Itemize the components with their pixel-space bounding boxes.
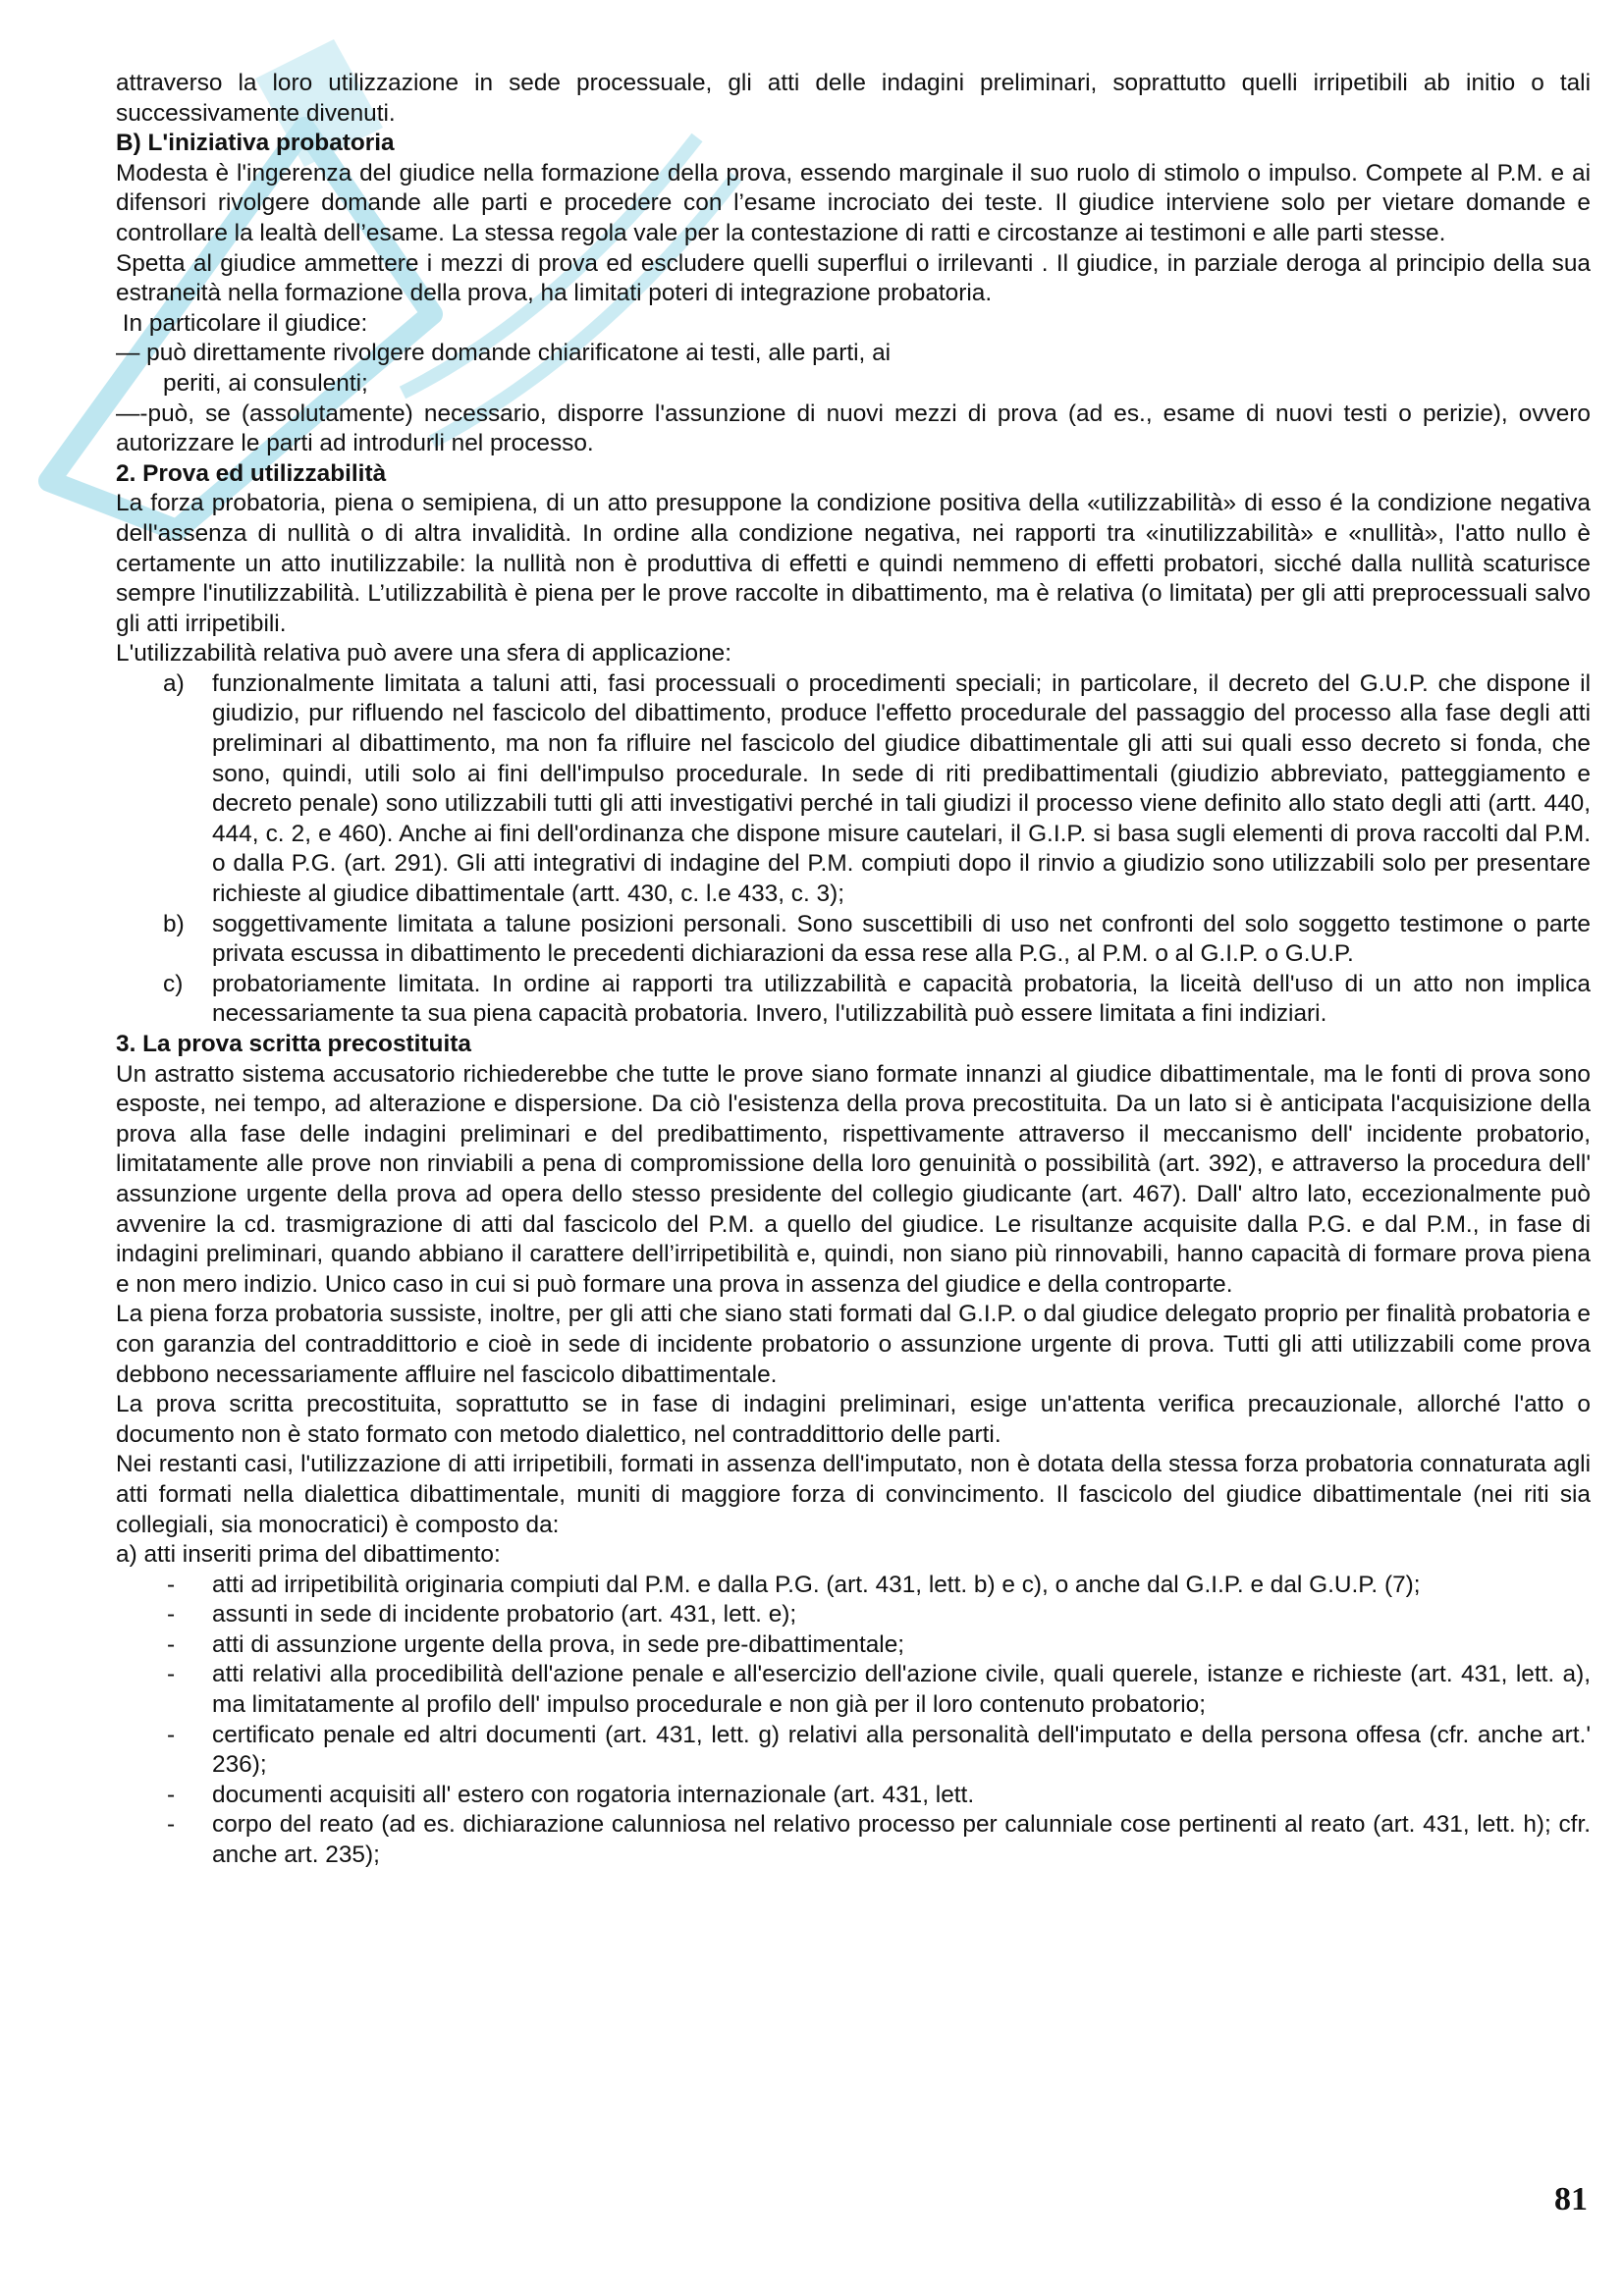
paragraph: Modesta è l'ingerenza del giudice nella formazione della prova, essendo marginale il suo ruolo di stimolo o impulso. Compete al P.M. e ai difensori rivolgere domande alle parti e procedere con l’esame incrociato dei teste. Il giudice interviene solo per vietare domande e controllare la lealtà dell’esame. La stessa regola vale per la contestazione di ratti e circostanze ai testimoni e alle parti stesse.	[116, 159, 1591, 246]
paragraph: La forza probatoria, piena o semipiena, di un atto presuppone la condizione positiva della «utilizzabilità» di esso é la condizione negativa dell'assenza di nullità o di altra invalidità. In ordine alla condizione negativa, nei rapporti tra «inutilizzabilità» e «nullità», l'atto nullo è certamente un atto inutilizzabile: la nullità non è produttiva di effetti e quindi nemmeno di effetti probatori, sicché dalla nullità scaturisce sempre l'inutilizzabilità. L’utilizzabilità è piena per le prove raccolte in dibattimento, ma è relativa (o limitata) per gli atti preprocessuali salvo gli atti irripetibili.	[116, 490, 1591, 637]
utilizzabilita-list	[116, 669, 1591, 1030]
list-item	[116, 1721, 1591, 1781]
list-label: b)	[163, 910, 185, 937]
list-item	[116, 1781, 1591, 1811]
list-text: funzionalmente limitata a taluni atti, fasi processuali o procedimenti speciali; in particolare, il decreto del G.U.P. che dispone il giudizio, pur rifluendo nel fascicolo del dibattimento, produce l'effetto procedurale del passaggio del processo alla fase degli atti preliminari al dibattimento, ma non fa rifluire nel fascicolo del giudice dibattimentale gli atti sui quali esso decreto si fonda, che sono, quindi, utili solo ai fini dell'impulso procedurale. In sede di riti predibattimentali (giudizio abbreviato, patteggiamento e decreto penale) sono utilizzabili tutti gli atti investigativi perché in tali giudizi il processo viene definito allo stato degli atti (artt. 440, 444, c. 2, e 460). Anche ai fini dell'ordinanza che dispone misure cautelari, il G.I.P. si basa sugli elementi di prova raccolti dal P.M. o dalla P.G. (art. 291). Gli atti integrativi di indagine del P.M. compiuti dopo il rinvio a giudizio sono utilizzabili solo per presentare richieste al giudice dibattimentale (artt. 430, c. l.e 433, c. 3);	[212, 669, 1591, 908]
list-dash: -	[167, 1781, 176, 1808]
list-item	[116, 669, 1591, 910]
list-item	[116, 970, 1591, 1030]
list-dash: -	[167, 1571, 176, 1598]
list-item	[116, 1600, 1591, 1630]
list-text: atti di assunzione urgente della prova, in sede pre-dibattimentale;	[212, 1630, 905, 1658]
paragraph: Un astratto sistema accusatorio richiederebbe che tutte le prove siano formate innanzi al giudice dibattimentale, ma le fonti di prova sono esposte, nei tempo, ad alterazione e dispersione. Da ciò l'esistenza della prova precostituita. Da un lato si è anticipata l'acquisizione della prova alla fase delle indagini preliminari e del predibattimento, rispettivamente attraverso il meccanismo dell' incidente probatorio, limitatamente alle prove non rinviabili a pena di compromissione della loro genuinità o possibilità (art. 392), e attraverso la procedura dell' assunzione urgente della prova ad opera dello stesso presidente del collegio giudicante (art. 467). Dall' altro lato, eccezionalmente può avvenire la cd. trasmigrazione di atti dal fascicolo del P.M. a quello del giudice. Le risultanze acquisite dalla P.G. e dal P.M., in fase di indagini preliminari, quando abbiano il carattere dell’irripetibilità e, quindi, non siano più rinnovabili, hanno capacità di formare prova piena e non mero indizio. Unico caso in cui si può formare una prova in assenza del giudice e della controparte.	[116, 1060, 1591, 1298]
paragraph: In particolare il giudice:	[116, 309, 368, 337]
list-text: atti relativi alla procedibilità dell'azione penale e all'esercizio dell'azione civile, quali querele, istanze e richieste (art. 431, lett. a), ma limitatamente al profilo dell' impulso procedurale e non già per il loro contenuto probatorio;	[212, 1661, 1591, 1719]
intro-paragraph: attraverso la loro utilizzazione in sede processuale, gli atti delle indagini preliminari, soprattutto quelli irripetibili ab initio o tali successivamente divenuti.	[116, 70, 1591, 127]
fascicolo-list	[116, 1571, 1591, 1871]
list-dash: -	[167, 1601, 176, 1629]
paragraph: Spetta al giudice ammettere i mezzi di prova ed escludere quelli superflui o irrilevanti . Il giudice, in parziale deroga al principio della sua estraneità nella formazione della prova, ha limitati poteri di integrazione probatoria.	[116, 249, 1591, 307]
dash-item: —-può, se (assolutamente) necessario, disporre l'assunzione di nuovi mezzi di prova (ad es., esame di nuovi testi o perizie), ovvero autorizzare le parti ad introdurli nel processo.	[116, 400, 1591, 457]
list-item	[116, 910, 1591, 970]
list-item	[116, 1660, 1591, 1720]
heading-prova-utilizzabilita: 2. Prova ed utilizzabilità	[116, 459, 387, 487]
list-label: c)	[163, 970, 184, 997]
heading-prova-scritta: 3. La prova scritta precostituita	[116, 1031, 471, 1057]
paragraph: L'utilizzabilità relativa può avere una sfera di applicazione:	[116, 640, 731, 667]
list-dash: -	[167, 1661, 176, 1688]
paragraph: La piena forza probatoria sussiste, inoltre, per gli atti che siano stati formati dal G.I.P. o dal giudice delegato proprio per finalità probatoria e con garanzia del contraddittorio e cioè in sede di incidente probatorio o assunzione urgente di prova. Tutti gli atti utilizzabili come prova debbono necessariamente affluire nel fascicolo dibattimentale.	[116, 1301, 1591, 1388]
list-dash: -	[167, 1721, 176, 1748]
document-body	[116, 69, 1591, 1871]
list-text: probatoriamente limitata. In ordine ai rapporti tra utilizzabilità e capacità probatoria, la liceità dell'uso di un atto non implica necessariamente ta sua piena capacità probatoria. Invero, l'utilizzabilità può essere limitata a fini indiziari.	[212, 970, 1591, 1028]
list-dash: -	[167, 1811, 176, 1839]
list-dash: -	[167, 1630, 176, 1658]
list-item	[116, 1810, 1591, 1870]
paragraph: La prova scritta precostituita, soprattutto se in fase di indagini preliminari, esige un'attenta verifica precauzionale, allorché l'atto o documento non è stato formato con metodo dialettico, nel contraddittorio delle parti.	[116, 1391, 1591, 1448]
list-text: atti ad irripetibilità originaria compiuti dal P.M. e dalla P.G. (art. 431, lett. b) e c), o anche dal G.I.P. e dal G.U.P. (7);	[212, 1571, 1421, 1598]
list-item	[116, 1630, 1591, 1661]
list-text: certificato penale ed altri documenti (art. 431, lett. g) relativi alla personalità dell'imputato e della persona offesa (cfr. anche art.' 236);	[212, 1721, 1591, 1779]
dash-item-continuation: periti, ai consulenti;	[163, 369, 368, 397]
dash-item: — può direttamente rivolgere domande chiarificatone ai testi, alle parti, ai	[116, 340, 892, 367]
paragraph: a) atti inseriti prima del dibattimento:	[116, 1541, 501, 1569]
list-text: soggettivamente limitata a talune posizioni personali. Sono suscettibili di uso net confronti del solo soggetto testimone o parte privata escussa in dibattimento le precedenti dichiarazioni da essa rese alla P.G., al P.M. o al G.I.P. o G.U.P.	[212, 910, 1591, 968]
list-text: corpo del reato (ad es. dichiarazione calunniosa nel relativo processo per calunniale cose pertinenti al reato (art. 431, lett. h); cfr. anche art. 235);	[212, 1811, 1591, 1869]
list-label: a)	[163, 669, 185, 697]
heading-iniziativa-probatoria: B) L'iniziativa probatoria	[116, 130, 395, 157]
list-text: documenti acquisiti all' estero con rogatoria internazionale (art. 431, lett.	[212, 1781, 975, 1808]
list-text: assunti in sede di incidente probatorio (art. 431, lett. e);	[212, 1601, 797, 1629]
paragraph: Nei restanti casi, l'utilizzazione di atti irripetibili, formati in assenza dell'imputato, non è dotata della stessa forza probatoria connaturata agli atti formati nella dialettica dibattimentale, muniti di maggiore forza di convincimento. Il fascicolo del giudice dibattimentale (nei riti sia collegiali, sia monocratici) è composto da:	[116, 1451, 1591, 1538]
list-item	[116, 1571, 1591, 1601]
page-number: 81	[1554, 2181, 1588, 2217]
